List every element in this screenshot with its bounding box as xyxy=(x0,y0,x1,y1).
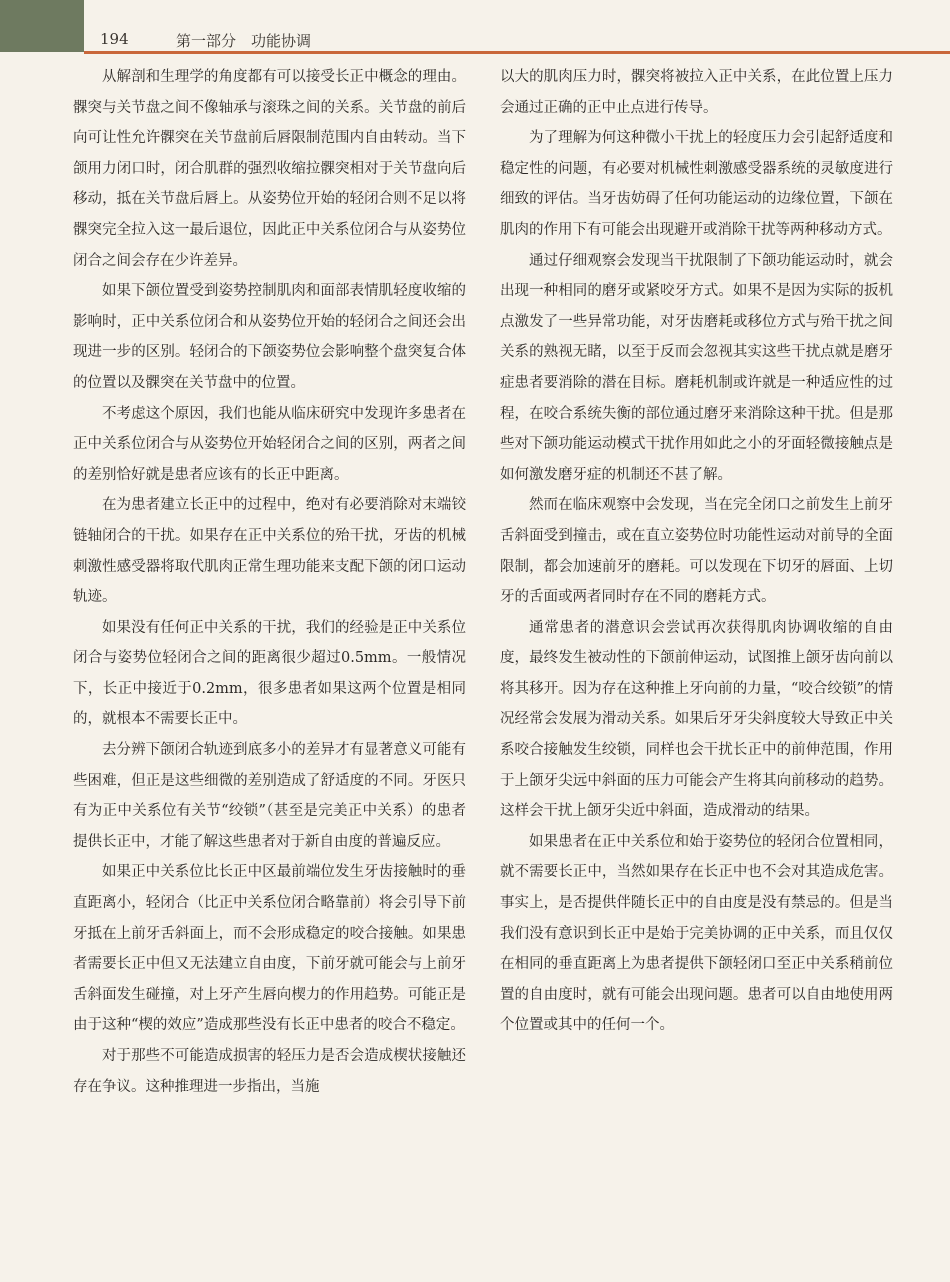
paragraph: 通常患者的潜意识会尝试再次获得肌肉协调收缩的自由度，最终发生被动性的下颌前伸运动，试图推上颌牙齿向前以将其移开。因为存在这种推上牙向前的力量，“咬合绞锁”的情况经常会发展为滑动关系。如果后牙牙尖斜度较大导致正中关系咬合接触发生绞锁，同样也会干扰长正中的前伸范围，作用于上颌牙尖远中斜面的压力可能会产生将其向前移动的趋势。这样会干扰上颌牙尖近中斜面，造成滑动的结果。 xyxy=(500,619,893,820)
paragraph: 如果患者在正中关系位和始于姿势位的轻闭合位置相同，就不需要长正中，当然如果存在长正中也不会对其造成危害。事实上，是否提供伴随长正中的自由度是没有禁忌的。但是当我们没有意识到长正中是始于完美协调的正中关系，而且仅仅在相同的垂直距离上为患者提供下颌轻闭口至正中关系稍前位置的自由度时，就有可能会出现问题。患者可以自由地使用两个位置或其中的任何一个。 xyxy=(500,833,893,1034)
right-column xyxy=(500,62,893,1041)
paragraph: 对于那些不可能造成损害的轻压力是否会造成楔状接触还存在争议。这种推理进一步指出，当施 xyxy=(73,1048,466,1095)
paragraph: 在为患者建立长正中的过程中，绝对有必要消除对末端铰链轴闭合的干扰。如果存在正中关系位的殆干扰，牙齿的机械刺激性感受器将取代肌肉正常生理功能来支配下颌的闭口运动轨迹。 xyxy=(73,497,466,606)
paragraph: 如果正中关系位比长正中区最前端位发生牙齿接触时的垂直距离小，轻闭合（比正中关系位闭合略靠前）将会引导下前牙抵在上前牙舌斜面上，而不会形成稳定的咬合接触。如果患者需要长正中但又无法建立自由度，下前牙就可能会与上前牙舌斜面发生碰撞，对上牙产生唇向楔力的作用趋势。可能正是由于这种“楔的效应”造成那些没有长正中患者的咬合不稳定。 xyxy=(73,864,466,1034)
paragraph: 为了理解为何这种微小干扰上的轻度压力会引起舒适度和稳定性的问题，有必要对机械性刺激感受器系统的灵敏度进行细致的评估。当牙齿妨碍了任何功能运动的边缘位置，下颌在肌肉的作用下有可能会出现避开或消除干扰等两种移动方式。 xyxy=(500,130,893,238)
header-rule xyxy=(84,51,950,54)
paragraph-continued: 以大的肌肉压力时，髁突将被拉入正中关系，在此位置上压力会通过正确的正中止点进行传导。 xyxy=(500,69,893,116)
paragraph: 然而在临床观察中会发现，当在完全闭口之前发生上前牙舌斜面受到撞击，或在直立姿势位时功能性运动对前导的全面限制，都会加速前牙的磨耗。可以发现在下切牙的唇面、上切牙的舌面或两者同时存在不同的磨耗方式。 xyxy=(500,497,893,606)
running-title: 第一部分 功能协调 xyxy=(176,32,312,50)
paragraph: 不考虑这个原因，我们也能从临床研究中发现许多患者在正中关系位闭合与从姿势位开始轻闭合之间的区别，两者之间的差别恰好就是患者应该有的长正中距离。 xyxy=(73,405,466,483)
paragraph: 通过仔细观察会发现当干扰限制了下颌功能运动时，就会出现一种相同的磨牙或紧咬牙方式。如果不是因为实际的扳机点激发了一些异常功能，对牙齿磨耗或移位方式与殆干扰之间关系的熟视无睹，以至于反而会忽视其实这些干扰点就是磨牙症患者要消除的潜在目标。磨耗机制或许就是一种适应性的过程，在咬合系统失衡的部位通过磨牙来消除这种干扰。但是那些对下颌功能运动模式干扰作用如此之小的牙面轻微接触点是如何激发磨牙症的机制还不甚了解。 xyxy=(500,252,893,483)
paragraph: 如果没有任何正中关系的干扰，我们的经验是正中关系位闭合与姿势位轻闭合之间的距离很少超过0.5mm。一般情况下，长正中接近于0.2mm，很多患者如果这两个位置是相同的，就根本不需要长正中。 xyxy=(73,619,466,728)
left-column xyxy=(73,62,466,1102)
page-number: 194 xyxy=(100,30,129,48)
paragraph: 从解剖和生理学的角度都有可以接受长正中概念的理由。髁突与关节盘之间不像轴承与滚珠之间的关系。关节盘的前后向可让性允许髁突在关节盘前后唇限制范围内自由转动。当下颌用力闭口时，闭合肌群的强烈收缩拉髁突相对于关节盘向后移动，抵在关节盘后唇上。从姿势位开始的轻闭合则不足以将髁突完全拉入这一最后退位，因此正中关系位闭合与从姿势位闭合之间会存在少许差异。 xyxy=(73,69,466,269)
paragraph: 去分辨下颌闭合轨迹到底多小的差异才有显著意义可能有些困难，但正是这些细微的差别造成了舒适度的不同。牙医只有为正中关系位有关节“绞锁”（甚至是完美正中关系）的患者提供长正中，才能了解这些患者对于新自由度的普遍反应。 xyxy=(73,742,466,850)
paragraph: 如果下颌位置受到姿势控制肌肉和面部表情肌轻度收缩的影响时，正中关系位闭合和从姿势位开始的轻闭合之间还会出现进一步的区别。轻闭合的下颌姿势位会影响整个盘突复合体的位置以及髁突在关节盘中的位置。 xyxy=(73,283,466,391)
page-header xyxy=(0,0,950,56)
